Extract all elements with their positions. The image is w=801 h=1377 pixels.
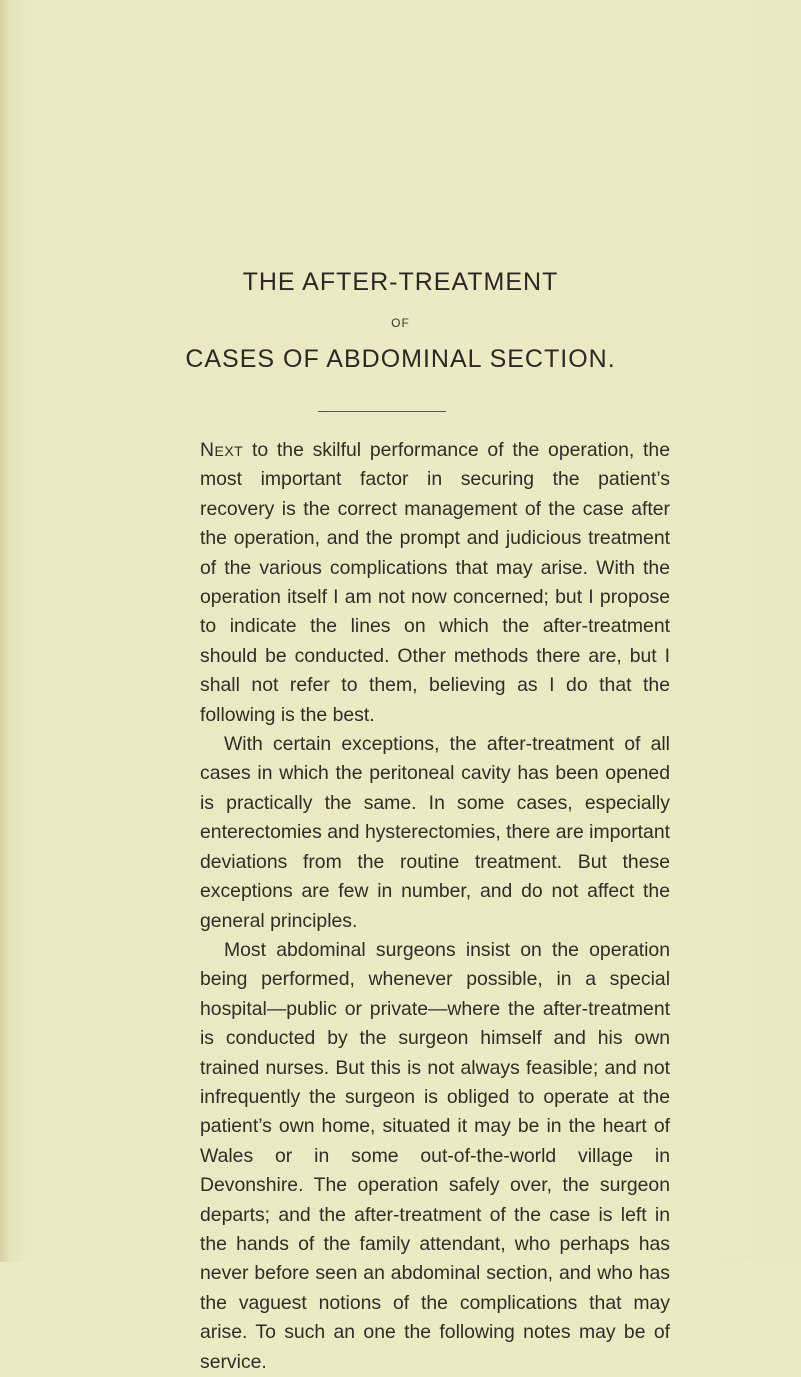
page-binding-shadow <box>0 0 10 1262</box>
paragraph-lead-word: Next <box>200 439 244 461</box>
title-connector: OF <box>391 316 410 330</box>
paragraph-3: Most abdominal surgeons insist on the operation being performed, whenever possible, in a special hospital—public or private—where the after-treatment is conducted by the surgeon himself and his own trained nurses. But this is not always feasible; and not infrequently the surgeon is obliged to operate at the patient’s own home, situated it may be in the heart of Wales or in some out-of-the-world village in Devonshire. The operation safely over, the surgeon departs; and the after-treatment of the case is left in the hands of the family attendant, who perhaps has never before seen an abdominal section, and who has the vaguest notions of the complications that may arise. To such an one the following notes may be of service. <box>200 938 670 1373</box>
chapter-title: THE AFTER-TREATMENT <box>242 268 559 296</box>
paragraph-2: With certain exceptions, the after-treatment of all cases in which the peritoneal cavity has been opened is practically the same. In some cases, especially enterectomies and hysterectomies, there are important deviations from the routine treatment. But these exceptions are few in number, and do not affect the general principles. <box>200 733 670 932</box>
paragraph-1 <box>200 436 670 730</box>
body-text <box>200 436 670 1377</box>
chapter-subtitle: CASES OF ABDOMINAL SECTION. <box>185 345 616 373</box>
section-divider <box>318 411 446 412</box>
paragraph-1-text: to the skilful performance of the operation, the most important factor in securing the patient’s recovery is the correct management of the case after the operation, and the prompt and judicious treatment of the various complications that may arise. With the operation itself I am not now concerned; but I propose to indicate the lines on which the after-treatment should be conducted. Other methods there are, but I shall not refer to them, believing as I do that the following is the best. <box>200 439 670 726</box>
